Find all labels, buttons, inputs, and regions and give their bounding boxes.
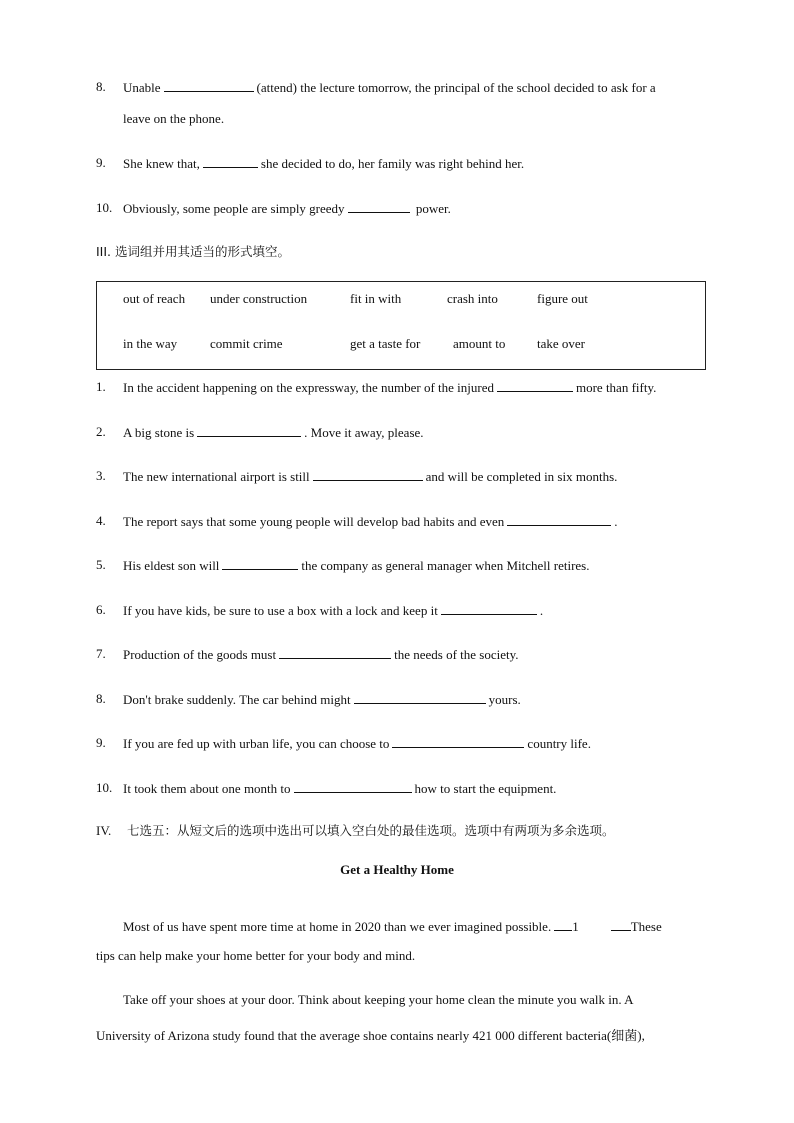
- phrase: take over: [537, 336, 586, 351]
- question-number: 9.: [96, 155, 106, 170]
- passage-title: Get a Healthy Home: [340, 862, 454, 877]
- phrase-box: [96, 281, 706, 370]
- phrase: crash into: [447, 291, 498, 306]
- question-number: 10.: [96, 200, 113, 215]
- section-3-heading: III. 选词组并用其适当的形式填空。: [96, 244, 291, 259]
- answer-blank[interactable]: [313, 468, 423, 481]
- phrase: get a taste for: [350, 336, 421, 351]
- question-number: 3.: [96, 468, 106, 483]
- answer-blank[interactable]: [203, 155, 258, 168]
- question-number: 1.: [96, 379, 106, 394]
- phrase: commit crime: [210, 336, 283, 351]
- question-text: The report says that some young people will develop bad habits and even .: [123, 514, 618, 529]
- passage-line: University of Arizona study found that the average shoe contains nearly 421 000 different bacteria(细菌),: [96, 1028, 645, 1043]
- question-text: Production of the goods must the needs of the society.: [123, 647, 519, 662]
- section-4-instructions: 七选五：从短文后的选项中选出可以填入空白处的最佳选项。选项中有两项为多余选项。: [127, 823, 615, 838]
- answer-blank[interactable]: [279, 646, 391, 659]
- answer-blank[interactable]: [441, 602, 537, 615]
- phrase: out of reach: [123, 291, 186, 306]
- question-text: His eldest son will the company as general manager when Mitchell retires.: [123, 558, 590, 573]
- answer-blank[interactable]: [164, 79, 254, 92]
- answer-blank[interactable]: [197, 424, 301, 437]
- question-number: 2.: [96, 424, 106, 439]
- question-number: 10.: [96, 780, 113, 795]
- question-number: 7.: [96, 646, 106, 661]
- phrase: amount to: [453, 336, 506, 351]
- answer-blank[interactable]: [354, 691, 486, 704]
- answer-blank[interactable]: [222, 557, 298, 570]
- question-text: In the accident happening on the expressway, the number of the injured more than fifty.: [123, 380, 657, 395]
- question-text: If you have kids, be sure to use a box with a lock and keep it .: [123, 603, 544, 618]
- passage-blank[interactable]: [554, 918, 572, 931]
- question-text: If you are fed up with urban life, you can choose to country life.: [123, 736, 591, 751]
- passage-line: tips can help make your home better for your body and mind.: [96, 948, 416, 963]
- phrase: fit in with: [350, 291, 402, 306]
- section-number: IV.: [96, 823, 112, 838]
- question-text: She knew that, she decided to do, her family was right behind her.: [123, 156, 525, 171]
- question-number: 9.: [96, 735, 106, 750]
- question-number: 5.: [96, 557, 106, 572]
- question-text: leave on the phone.: [123, 111, 225, 126]
- phrase: in the way: [123, 336, 178, 351]
- passage-line: Take off your shoes at your door. Think about keeping your home clean the minute you walk in. A: [123, 992, 634, 1007]
- question-number: 6.: [96, 602, 106, 617]
- question-text: Unable (attend) the lecture tomorrow, the principal of the school decided to ask for a: [123, 80, 656, 95]
- passage-blank[interactable]: [611, 918, 631, 931]
- question-text: The new international airport is still and will be completed in six months.: [123, 469, 618, 484]
- answer-blank[interactable]: [497, 379, 573, 392]
- question-text: Obviously, some people are simply greedy power.: [123, 201, 451, 216]
- answer-blank[interactable]: [348, 200, 410, 213]
- question-text: Don't brake suddenly. The car behind might yours.: [123, 692, 521, 707]
- answer-blank[interactable]: [507, 513, 611, 526]
- passage-line: Most of us have spent more time at home in 2020 than we ever imagined possible. 1 These: [123, 919, 662, 934]
- question-number: 4.: [96, 513, 106, 528]
- question-text: A big stone is . Move it away, please.: [123, 425, 424, 440]
- question-text: It took them about one month to how to start the equipment.: [123, 781, 557, 796]
- question-number: 8.: [96, 691, 106, 706]
- phrase: under construction: [210, 291, 308, 306]
- answer-blank[interactable]: [294, 780, 412, 793]
- phrase: figure out: [537, 291, 588, 306]
- answer-blank[interactable]: [392, 735, 524, 748]
- question-number: 8.: [96, 79, 106, 94]
